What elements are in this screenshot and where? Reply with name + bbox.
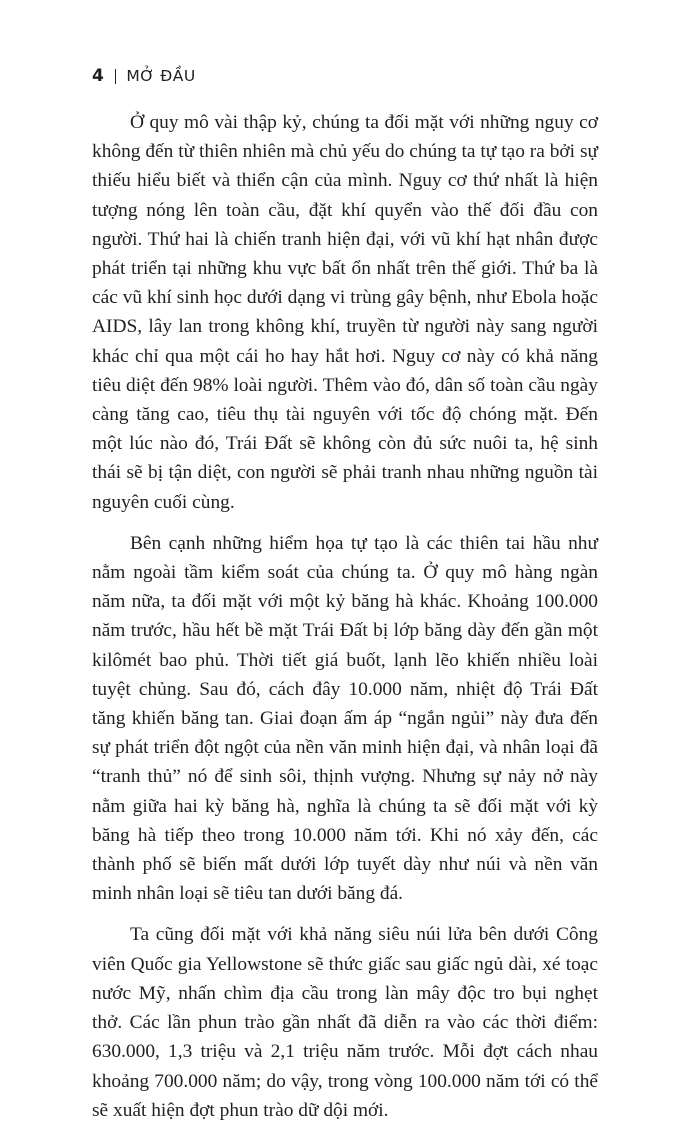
page-number: 4	[92, 66, 105, 86]
body-text	[92, 108, 598, 1137]
chapter-title: MỞ ĐẦU	[126, 67, 196, 85]
paragraph-1: Ở quy mô vài thập kỷ, chúng ta đối mặt với những nguy cơ không đến từ thiên nhiên mà chủ yếu do chúng ta tự tạo ra bởi sự thiếu hiểu biết và thiển cận của mình. Nguy cơ thứ nhất là hiện tượng nóng lên toàn cầu, đặt khí quyển vào thế đối đầu con người. Thứ hai là chiến tranh hiện đại, với vũ khí hạt nhân được phát triển tại những khu vực bất ổn nhất trên thế giới. Thứ ba là các vũ khí sinh học dưới dạng vi trùng gây bệnh, như Ebola hoặc AIDS, lây lan trong không khí, truyền từ người này sang người khác chỉ qua một cái ho hay hắt hơi. Nguy cơ này có khả năng tiêu diệt đến 98% loài người. Thêm vào đó, dân số toàn cầu ngày càng tăng cao, tiêu thụ tài nguyên với tốc độ chóng mặt. Đến một lúc nào đó, Trái Đất sẽ không còn đủ sức nuôi ta, hệ sinh thái sẽ bị tận diệt, con người sẽ phải tranh nhau những nguồn tài nguyên cuối cùng.	[92, 112, 598, 513]
running-header	[92, 64, 196, 88]
header-divider	[115, 69, 116, 84]
paragraph-3: Ta cũng đối mặt với khả năng siêu núi lửa bên dưới Công viên Quốc gia Yellowstone sẽ thức giấc sau giấc ngủ dài, xé toạc nước Mỹ, nhấn chìm địa cầu trong làn mây độc tro bụi nghẹt thở. Các lần phun trào gần nhất đã diễn ra vào các thời điểm: 630.000, 1,3 triệu và 2,1 triệu năm trước. Mỗi đợt cách nhau khoảng 700.000 năm; do vậy, trong vòng 100.000 năm tới có thể sẽ xuất hiện đợt phun trào dữ dội mới.	[92, 924, 598, 1121]
paragraph-2: Bên cạnh những hiểm họa tự tạo là các thiên tai hầu như nằm ngoài tầm kiểm soát của chúng ta. Ở quy mô hàng ngàn năm nữa, ta đối mặt với một kỷ băng hà khác. Khoảng 100.000 năm trước, hầu hết bề mặt Trái Đất bị lớp băng dày đến gần một kilômét bao phủ. Thời tiết giá buốt, lạnh lẽo khiến nhiều loài tuyệt chủng. Sau đó, cách đây 10.000 năm, nhiệt độ Trái Đất tăng khiến băng tan. Giai đoạn ấm áp “ngắn ngủi” này đưa đến sự phát triển đột ngột của nền văn minh hiện đại, và nhân loại đã “tranh thủ” nó để sinh sôi, thịnh vượng. Nhưng sự nảy nở này nằm giữa hai kỳ băng hà, nghĩa là chúng ta sẽ đối mặt với kỳ băng hà tiếp theo trong 10.000 năm tới. Khi nó xảy đến, các thành phố sẽ biến mất dưới lớp tuyết dày như núi và nền văn minh nhân loại sẽ tiêu tan dưới băng đá.	[92, 532, 598, 905]
